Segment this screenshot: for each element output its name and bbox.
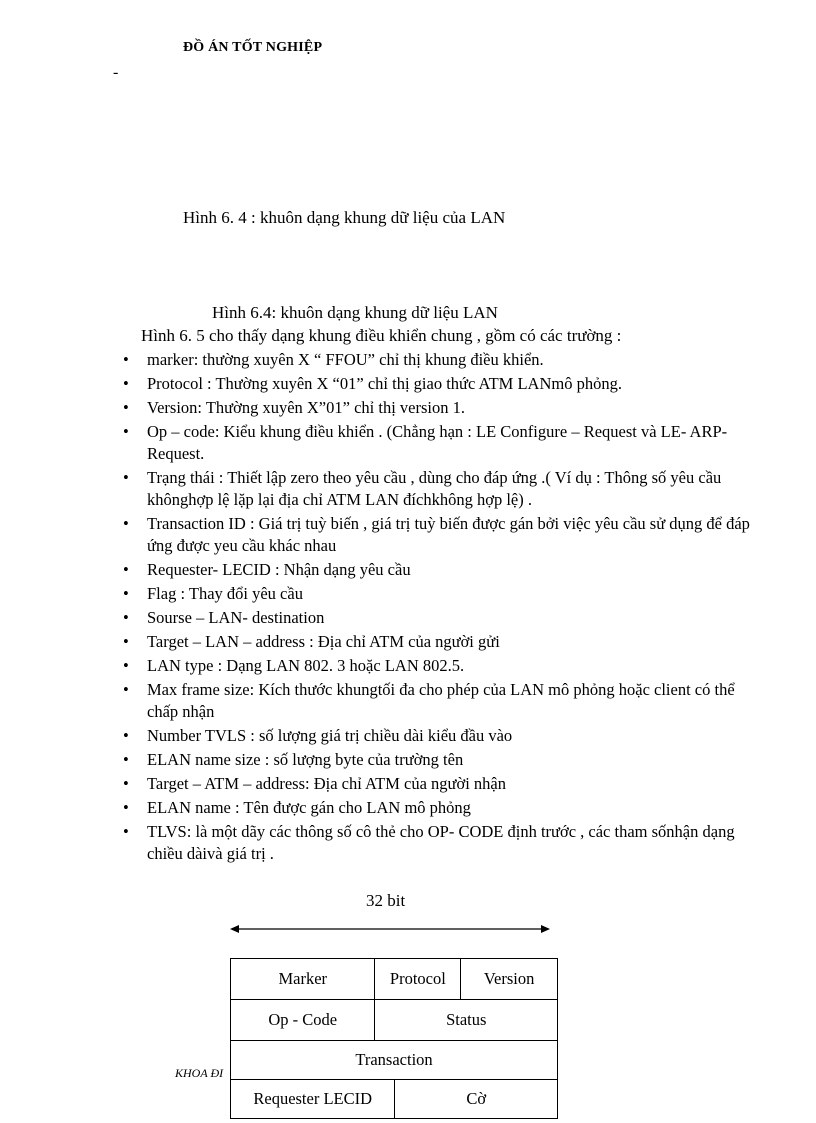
bullet-icon: • [123,750,129,769]
bullet-icon: • [123,374,129,393]
bullet-icon: • [123,468,129,487]
transaction-cell: Transaction [231,1041,558,1080]
double-arrow-icon [230,920,550,938]
bullet-icon: • [123,798,129,817]
bullet-icon: • [123,584,129,603]
bullet-icon: • [123,514,129,533]
list-item: • Protocol : Thường xuyên X “01” chỉ thị giao thức ATM LANmô phỏng. [123,374,622,393]
footer-fragment: KHOA ĐI [175,1066,224,1080]
bullet-icon: • [123,680,129,699]
bullet-icon: • [123,398,129,417]
bullet-icon: • [123,422,129,441]
intro-paragraph: Hình 6. 5 cho thấy dạng khung điều khiển chung , gồm có các trường : [141,326,622,345]
list-item: • Version: Thường xuyên X”01” chỉ thị version 1. [123,398,465,417]
marker-cell: Marker [231,959,375,1000]
op-code-cell: Op - Code [231,1000,375,1041]
figure-caption-6-4a: Hình 6. 4 : khuôn dạng khung dữ liệu của LAN [183,208,506,227]
status-cell: Status [375,1000,558,1041]
bullet-icon: • [123,656,129,675]
list-item: • Flag : Thay đổi yêu cầu [123,584,303,603]
version-cell: Version [461,959,558,1000]
bullet-icon: • [123,632,129,651]
bullet-icon: • [123,608,129,627]
list-item: • Max frame size: Kích thước khungtối đa cho phép của LAN mô phỏng hoặc client có thể chấp nhận [123,680,735,721]
list-item: • Target – LAN – address : Địa chỉ ATM của người gửi [123,632,500,651]
bullet-icon: • [123,774,129,793]
bullet-icon: • [123,726,129,745]
list-item: • Requester- LECID : Nhận dạng yêu cầu [123,560,411,579]
list-item: • TLVS: là một dãy các thông số cô thẻ cho OP- CODE định trước , các tham sốnhận dạng chiều dàivà giá trị . [123,822,735,863]
list-item: • Trạng thái : Thiết lập zero theo yêu cầu , dùng cho đáp ứng .( Ví dụ : Thông số yêu cầu khônghợp lệ lặp lại địa chỉ ATM LAN đíchkhông hợp lệ) . [123,468,722,509]
list-item: • LAN type : Dạng LAN 802. 3 hoặc LAN 802.5. [123,656,465,675]
list-item: • Number TVLS : số lượng giá trị chiều dài kiểu đầu vào [123,726,513,745]
control-frame-diagram [230,958,558,1119]
document-header: ĐỒ ÁN TỐT NGHIỆP [183,40,323,55]
bit-width-label: 32 bit [366,891,406,910]
protocol-cell: Protocol [375,959,461,1000]
figure-caption-6-4b: Hình 6.4: khuôn dạng khung dữ liệu LAN [212,303,498,322]
requester-lecid-cell: Requester LECID [231,1080,395,1119]
flag-cell: Cờ [395,1080,558,1119]
field-list [120,349,750,867]
list-item: • ELAN name : Tên được gán cho LAN mô phỏng [123,798,471,817]
list-item: • ELAN name size : số lượng byte của trường tên [123,750,464,769]
bullet-icon: • [123,822,129,841]
stray-dash: - [113,64,119,81]
list-item: • Transaction ID : Giá trị tuỳ biến , giá trị tuỳ biến được gán bởi việc yêu cầu sử dụng để đáp ứng được yeu cầu khác nhau [123,514,750,555]
list-item: • Op – code: Kiểu khung điều khiển . (Chẳng hạn : LE Configure – Request và LE- ARP- Request. [123,422,728,463]
list-item: • Sourse – LAN- destination [123,608,325,627]
bullet-icon: • [123,560,129,579]
list-item: • marker: thường xuyên X “ FFOU” chỉ thị khung điều khiển. [123,350,544,369]
bullet-icon: • [123,350,129,369]
list-item: • Target – ATM – address: Địa chỉ ATM của người nhận [123,774,506,793]
